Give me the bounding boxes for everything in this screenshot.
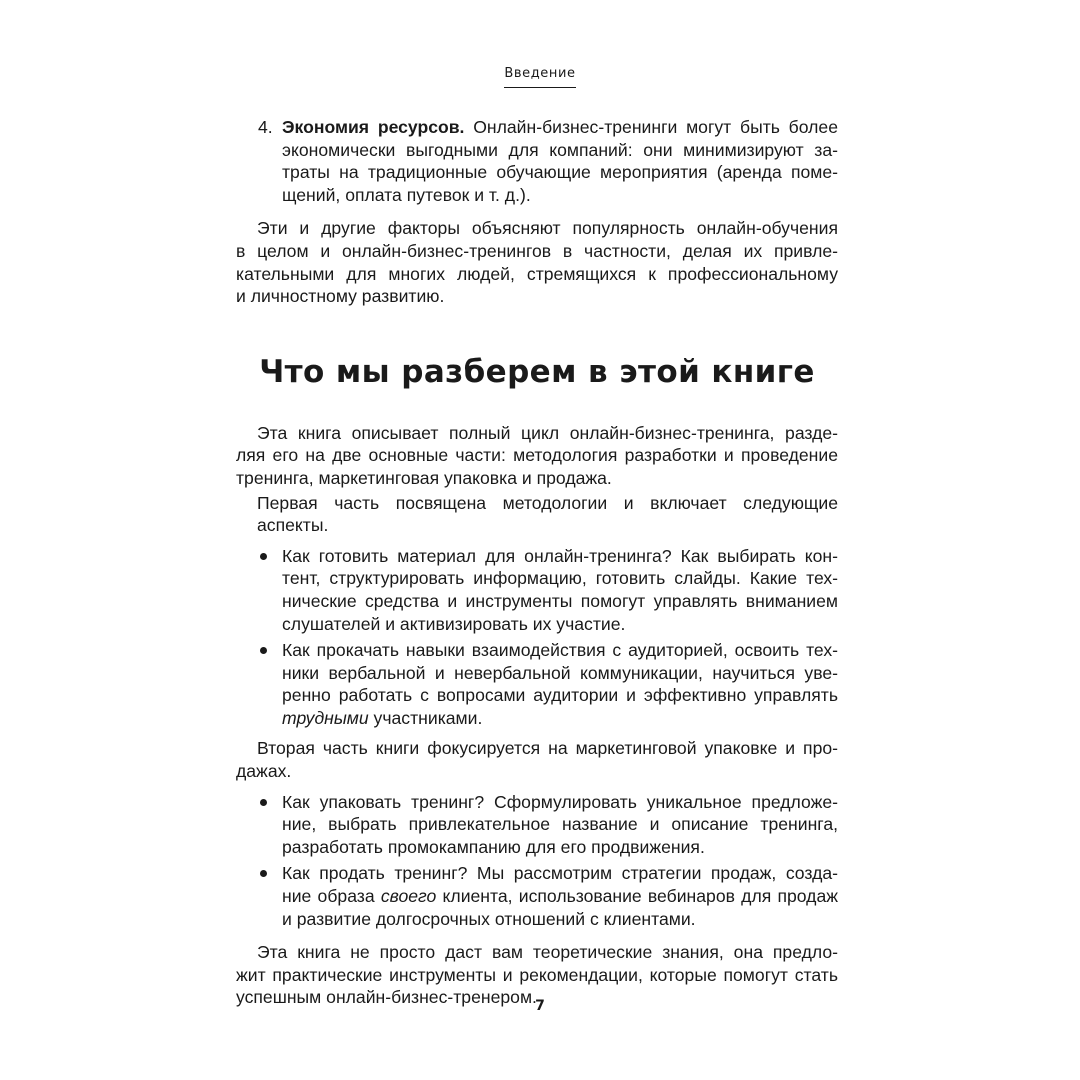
item-line: Экономия ресурсов. Онлайн-бизнес-тренинги могут быть более [282, 117, 838, 137]
emphasis: трудными [282, 707, 369, 728]
running-header [0, 64, 1080, 88]
list-item: Как продать тренинг? Мы рассмотрим стратегии продаж, созда- ние образа своего клиента, использование вебинаров для продаж и развитие долгосрочных отношений с клиентами. [282, 863, 838, 929]
page-body [236, 116, 838, 1009]
paragraph: Эта книга описывает полный цикл онлайн-бизнес-тренинга, разде- ляя его на две основные части: методология разработки и проведение тренинга, маркетинговая упаковка и продажа. [236, 422, 838, 488]
list-item: Как прокачать навыки взаимодействия с аудиторией, освоить тех- ники вербальной и невербальной коммуникации, научиться уве- ренно работать с вопросами аудитории и эффективно управлять трудными участниками. [282, 640, 838, 728]
item-line: траты на традиционные обучающие мероприятия (аренда поме- [282, 162, 838, 183]
list-item: Как готовить материал для онлайн-тренинга? Как выбирать кон- тент, структурировать информацию, готовить слайды. Какие тех- нические средства и инструменты помогут управлять вниманием слушателей и активизировать их участие. [282, 545, 838, 634]
paragraph: Эта книга не просто даст вам теоретические знания, она предло- жит практические инструменты и рекомендации, которые помогут стать успешным онлайн-бизнес-тренером. [236, 942, 838, 1008]
paragraph: Первая часть посвящена методологии и включает следующие аспекты. [257, 492, 838, 536]
paragraph: Вторая часть книги фокусируется на маркетинговой упаковке и про- дажах. [236, 738, 838, 782]
paragraph: Эти и другие факторы объясняют популярность онлайн-обучения в целом и онлайн-бизнес-тренингов в частности, делая их привле- кательными для многих людей, стремящихся к профессиональному и личностному развитию. [236, 218, 838, 307]
header-title: Введение [504, 66, 575, 88]
list-item: Как упаковать тренинг? Сформулировать уникальное предложе- ние, выбрать привлекательное название и описание тренинга, разработать промокампанию для его продвижения. [282, 791, 838, 857]
emphasis: своего [380, 886, 437, 907]
item-number: 4. [258, 117, 273, 137]
item-bold-lead: Экономия ресурсов. [282, 117, 465, 137]
section-heading: Что мы разберем в этой книге [259, 353, 815, 390]
page-number: 7 [535, 998, 545, 1014]
item-line: экономически выгодными для компаний: они минимизируют за- [282, 139, 838, 160]
item-line: щений, оплата путевок и т. д.). [282, 184, 531, 205]
numbered-item-4 [236, 116, 838, 206]
